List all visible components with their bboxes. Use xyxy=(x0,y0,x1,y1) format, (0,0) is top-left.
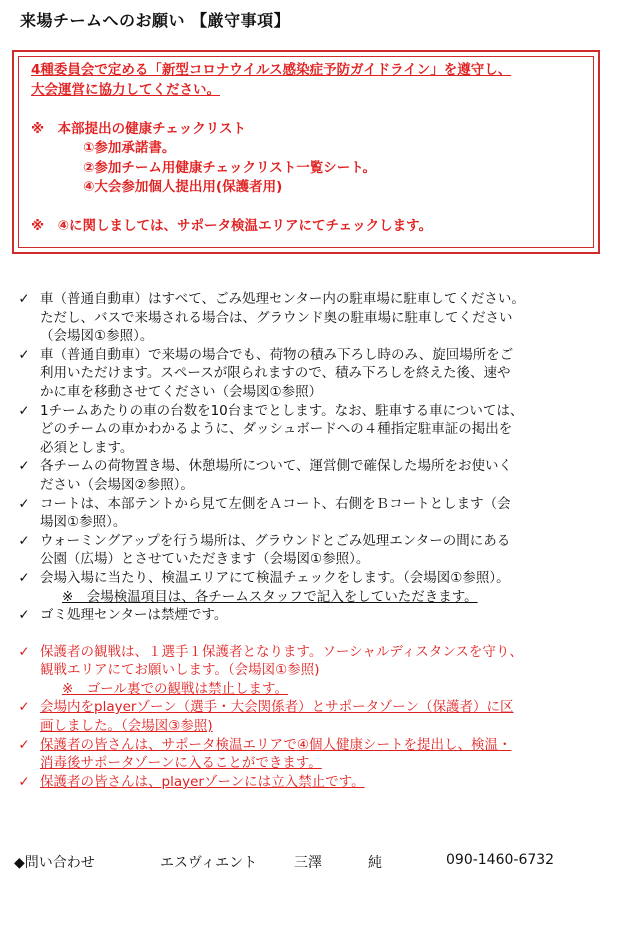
checkmark-icon: ✓ xyxy=(18,569,30,586)
notice-content xyxy=(18,56,594,248)
checklist-item: ①参加承諾書。 xyxy=(83,140,176,156)
list-item: ✓ コートは、本部テントから見て左側をＡコート、右側をＢコートとします（会 場図①参照）。 xyxy=(16,495,616,532)
contact-label: ◆問い合わせ xyxy=(14,855,95,871)
list-item: ✓ 車（普通自動車）はすべて、ごみ処理センター内の駐車場に駐車してください。 ただし、バスで来場される場合は、グラウンド奥の駐車場に駐車してください （会場図①参照）。 xyxy=(16,290,616,346)
contact-given-name: 純 xyxy=(368,855,382,871)
list-item: ✓ ゴミ処理センターは禁煙です。 xyxy=(16,606,616,625)
guideline-line-2: 大会運営に協力してください。 xyxy=(31,81,220,98)
contact-line xyxy=(14,852,614,948)
notice-footnote: ※ ④に関しましては、サポータ検温エリアにてチェックします。 xyxy=(31,218,433,234)
list-item-spectator: ✓ 会場内をplayerゾーン（選手・大会関係者）とサポータゾーン（保護者）に区 画しました。（会場図③参照) xyxy=(16,698,616,735)
notice-box xyxy=(12,50,600,254)
checklist-heading: ※ 本部提出の健康チェックリスト xyxy=(31,120,246,137)
list-item-spectator: ✓ 保護者の皆さんは、playerゾーンには立入禁止です。 xyxy=(16,773,616,792)
contact-surname: 三澤 xyxy=(294,855,322,871)
guideline-line-1: 4種委員会で定める「新型コロナウイルス感染症予防ガイドライン」を遵守し、 xyxy=(31,62,512,78)
contact-company: エスヴィエント xyxy=(160,855,258,871)
checkmark-icon: ✓ xyxy=(18,607,30,624)
checkmark-icon: ✓ xyxy=(18,773,30,790)
checkmark-icon: ✓ xyxy=(18,532,30,549)
list-item: ✓ 1チームあたりの車の台数を10台までとします。なお、駐車する車については、 どのチームの車かわかるように、ダッシュボードへの４種指定駐車証の掲出を 必須とします。 xyxy=(16,402,616,458)
checkmark-icon: ✓ xyxy=(18,495,30,512)
contact-phone[interactable]: 090-1460-6732 xyxy=(446,852,555,868)
checkmark-icon: ✓ xyxy=(18,402,30,419)
rules-list xyxy=(16,290,616,791)
checkmark-icon: ✓ xyxy=(18,699,30,716)
checkmark-icon: ✓ xyxy=(18,458,30,475)
checkmark-icon: ✓ xyxy=(18,291,30,307)
sub-note: ※ ゴール裏での観戦は禁止します。 xyxy=(62,680,288,697)
list-item: ✓ 各チームの荷物置き場、休憩場所について、運営側で確保した場所をお使いく ださい（会場図②参照）。 xyxy=(16,457,616,494)
list-item-spectator: ✓ 保護者の観戦は、１選手１保護者となります。ソーシャルディスタンスを守り、 観戦エリアにてお願いします。（会場図①参照) ※ ゴール裏での観戦は禁止します。 xyxy=(16,643,616,699)
checkmark-icon: ✓ xyxy=(18,346,30,363)
page-title: 来場チームへのお願い 【厳守事項】 xyxy=(20,11,291,30)
checkmark-icon: ✓ xyxy=(18,736,30,753)
list-item: ✓ 会場入場に当たり、検温エリアにて検温チェックをします。（会場図①参照）。 ※ 会場検温項目は、各チームスタッフで記入をしていただきます。 xyxy=(16,569,616,606)
list-item: ✓ ウォーミングアップを行う場所は、グラウンドとごみ処理エンターの間にある 公園（広場）とさせていただきます（会場図①参照）。 xyxy=(16,532,616,569)
list-item: ✓ 車（普通自動車）で来場の場合でも、荷物の積み下ろし時のみ、旋回場所をご 利用いただけます。スペースが限られますので、積み下ろしを終えた後、速や かに車を移動させてください（会場図①参照） xyxy=(16,346,616,402)
checklist-item: ④大会参加個人提出用(保護者用) xyxy=(83,179,283,195)
sub-note: ※ 会場検温項目は、各チームスタッフで記入をしていただきます。 xyxy=(62,588,478,605)
list-item-spectator: ✓ 保護者の皆さんは、サポータ検温エリアで④個人健康シートを提出し、検温・ 消毒後サポータゾーンに入ることができます。 xyxy=(16,736,616,773)
checklist-item: ②参加チーム用健康チェックリスト一覧シート。 xyxy=(83,159,377,176)
checkmark-icon: ✓ xyxy=(18,643,30,660)
